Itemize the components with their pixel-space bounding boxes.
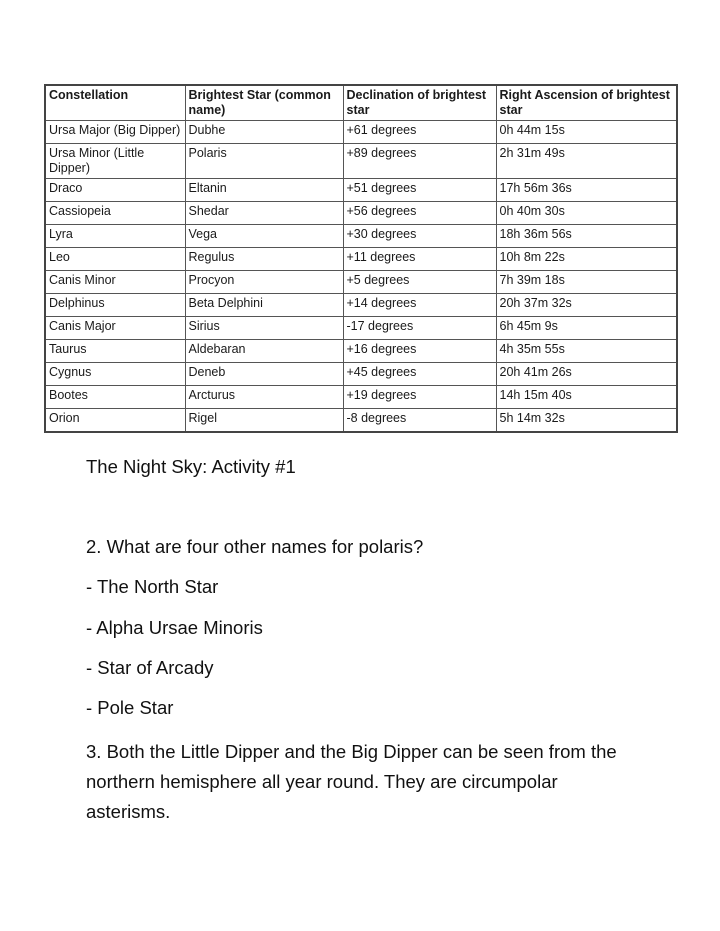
cell-constellation: Ursa Minor (Little Dipper) [45, 144, 185, 179]
header-constellation: Constellation [45, 85, 185, 121]
cell-constellation: Cygnus [45, 363, 185, 386]
cell-star: Rigel [185, 409, 343, 433]
cell-right-ascension: 20h 41m 26s [496, 363, 677, 386]
cell-constellation: Leo [45, 248, 185, 271]
cell-right-ascension: 4h 35m 55s [496, 340, 677, 363]
table-row [45, 340, 677, 363]
answer-item: - Pole Star [86, 697, 174, 718]
cell-declination: +51 degrees [343, 179, 496, 202]
cell-right-ascension: 0h 44m 15s [496, 121, 677, 144]
cell-star: Aldebaran [185, 340, 343, 363]
cell-constellation: Delphinus [45, 294, 185, 317]
cell-constellation: Orion [45, 409, 185, 433]
cell-declination: +45 degrees [343, 363, 496, 386]
table-row [45, 363, 677, 386]
table-row [45, 409, 677, 433]
cell-declination: +19 degrees [343, 386, 496, 409]
cell-star: Polaris [185, 144, 343, 179]
cell-right-ascension: 5h 14m 32s [496, 409, 677, 433]
table-row [45, 271, 677, 294]
cell-constellation: Canis Minor [45, 271, 185, 294]
cell-right-ascension: 17h 56m 36s [496, 179, 677, 202]
table-row [45, 179, 677, 202]
cell-star: Regulus [185, 248, 343, 271]
cell-declination: +11 degrees [343, 248, 496, 271]
cell-right-ascension: 2h 31m 49s [496, 144, 677, 179]
table-row [45, 225, 677, 248]
cell-star: Shedar [185, 202, 343, 225]
table-row [45, 294, 677, 317]
table-row [45, 317, 677, 340]
cell-right-ascension: 7h 39m 18s [496, 271, 677, 294]
cell-declination: +16 degrees [343, 340, 496, 363]
cell-star: Vega [185, 225, 343, 248]
cell-star: Eltanin [185, 179, 343, 202]
cell-right-ascension: 20h 37m 32s [496, 294, 677, 317]
cell-star: Procyon [185, 271, 343, 294]
header-brightest-star: Brightest Star (common name) [185, 85, 343, 121]
cell-constellation: Lyra [45, 225, 185, 248]
table-row [45, 248, 677, 271]
cell-declination: -8 degrees [343, 409, 496, 433]
cell-star: Sirius [185, 317, 343, 340]
activity-title: The Night Sky: Activity #1 [86, 456, 296, 477]
table-row [45, 121, 677, 144]
constellation-table-image [44, 84, 676, 433]
table-header-row [45, 85, 677, 121]
cell-declination: +5 degrees [343, 271, 496, 294]
table-row [45, 386, 677, 409]
cell-declination: +56 degrees [343, 202, 496, 225]
cell-star: Dubhe [185, 121, 343, 144]
answer-item: - Alpha Ursae Minoris [86, 617, 263, 638]
cell-constellation: Cassiopeia [45, 202, 185, 225]
answer-item: - The North Star [86, 576, 219, 597]
cell-star: Deneb [185, 363, 343, 386]
cell-declination: +61 degrees [343, 121, 496, 144]
cell-constellation: Canis Major [45, 317, 185, 340]
header-right-ascension: Right Ascension of brightest star [496, 85, 677, 121]
cell-right-ascension: 14h 15m 40s [496, 386, 677, 409]
constellation-table [44, 84, 678, 433]
header-declination: Declination of brightest star [343, 85, 496, 121]
table-row [45, 202, 677, 225]
cell-constellation: Ursa Major (Big Dipper) [45, 121, 185, 144]
answer-item: - Star of Arcady [86, 657, 214, 678]
table-row [45, 144, 677, 179]
cell-constellation: Bootes [45, 386, 185, 409]
cell-right-ascension: 0h 40m 30s [496, 202, 677, 225]
cell-declination: +14 degrees [343, 294, 496, 317]
cell-star: Beta Delphini [185, 294, 343, 317]
cell-declination: +30 degrees [343, 225, 496, 248]
cell-star: Arcturus [185, 386, 343, 409]
cell-declination: -17 degrees [343, 317, 496, 340]
cell-right-ascension: 6h 45m 9s [496, 317, 677, 340]
cell-declination: +89 degrees [343, 144, 496, 179]
cell-constellation: Taurus [45, 340, 185, 363]
cell-right-ascension: 10h 8m 22s [496, 248, 677, 271]
cell-right-ascension: 18h 36m 56s [496, 225, 677, 248]
question-3: 3. Both the Little Dipper and the Big Dipper can be seen from the northern hemisphere all year round. They are circumpolar asterisms. [86, 741, 617, 822]
cell-constellation: Draco [45, 179, 185, 202]
question-2: 2. What are four other names for polaris? [86, 536, 424, 557]
